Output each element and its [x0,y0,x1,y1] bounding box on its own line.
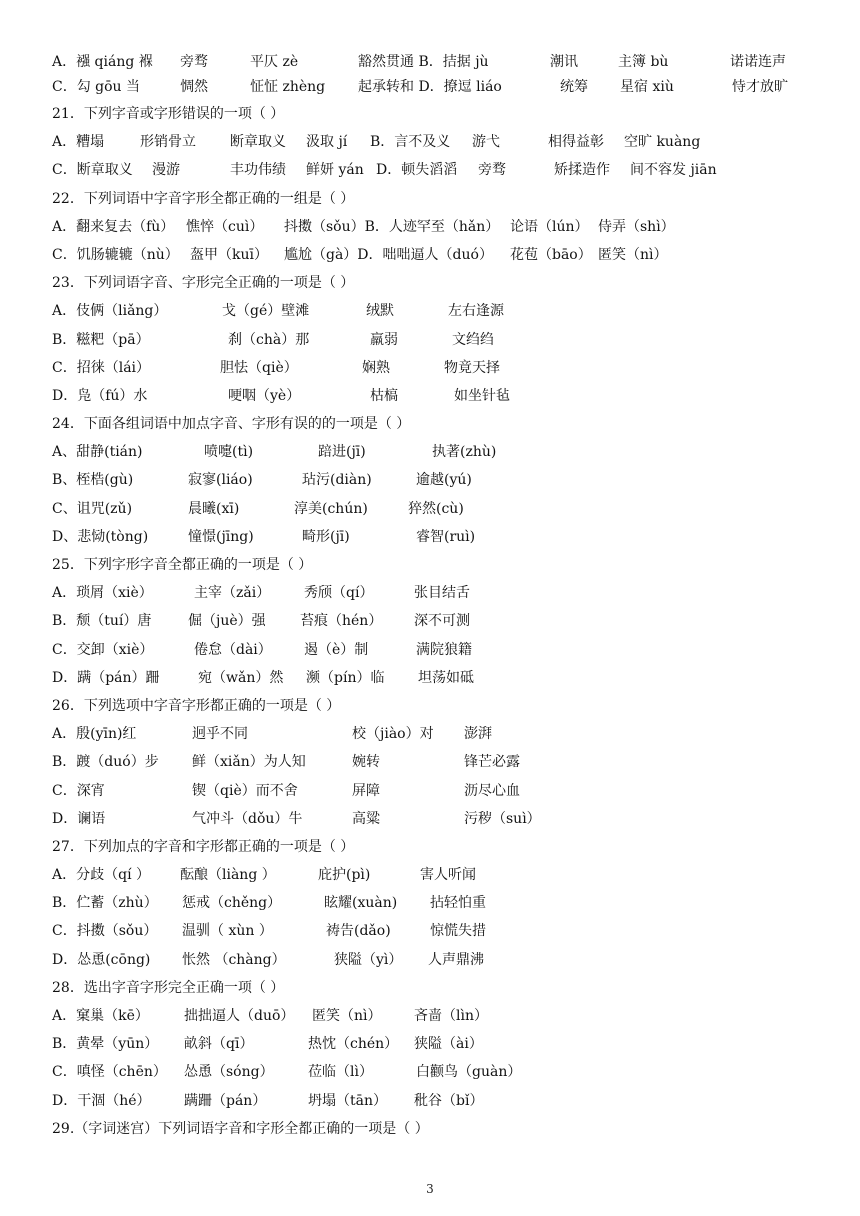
option-cell: 惩戒（chěng） [182,895,282,912]
option-cell: 迥乎不同 [192,726,248,743]
option-cell: C．抖擞（sǒu） [52,923,158,940]
option-cell: 澎湃 [464,726,492,743]
option-cell: 喷嚏(tì) [204,444,254,461]
option-cell: 高粱 [352,810,380,827]
option-cell: 害人听闻 [420,867,476,884]
question-stem: 24．下面各组词语中加点字音、字形有误的的一项是（ ） [52,416,411,433]
option-cell: 哽咽（yè） [228,387,301,404]
option-line [52,893,812,921]
option-line [52,1062,812,1090]
option-cell: 猝然(cù) [408,500,464,517]
option-cell: 酝酿（liàng ） [180,867,276,884]
option-cell: 左右逢源 [448,303,504,320]
option-line [52,611,812,639]
option-cell: 主宰（zǎi） [194,585,271,602]
option-cell: 旁骛 [478,162,506,179]
option-cell: 胆怯（qiè） [220,359,298,376]
option-cell: B．言不及义 [370,134,451,151]
option-line [52,386,812,414]
option-cell: 拙拙逼人（duō） [184,1008,295,1024]
option-cell: 文绉绉 [452,331,494,348]
option-cell: 匿笑（nì） [598,246,668,263]
option-line [52,640,812,668]
option-cell: 温驯（ xùn ） [182,923,273,940]
option-cell: 倔（juè）强 [188,613,266,630]
option-cell: 眩耀(xuàn) [324,895,398,912]
option-cell: 热忱（chén） [308,1036,399,1053]
option-cell: 屏障 [352,782,380,799]
option-cell: 侍弄（shì） [598,218,675,235]
option-line [52,442,812,470]
option-cell: 豁然贯通 B．拮据 jù [358,54,489,70]
option-cell: 游弋 [472,134,500,151]
option-cell: 莅临（lì） [308,1064,373,1081]
option-cell: 匿笑（nì） [312,1008,382,1024]
option-cell: D、悲恸(tòng) [52,528,149,545]
option-cell: A．糟塌 [52,134,105,151]
question-line [52,273,812,301]
option-line [52,1006,812,1034]
option-line [52,245,812,273]
option-cell: A、甜静(tián) [52,444,143,461]
option-cell: 物竟天择 [444,359,500,376]
option-cell: 恃才放旷 [732,79,788,95]
option-cell: C．交卸（xiè） [52,641,154,658]
option-cell: 形销骨立 [140,134,196,151]
option-cell: 锲（qiè）而不舍 [192,782,298,799]
option-cell: 畝斜（qī） [184,1036,254,1053]
option-line [52,752,812,780]
question-stem: 21．下列字音或字形错误的一项（ ） [52,106,285,122]
option-cell: 鲜妍 yán [306,162,364,179]
option-cell: 矫揉造作 [554,162,610,179]
option-cell: 气冲斗（dǒu）牛 [192,810,303,827]
question-stem: 26．下列选项中字音字形都正确的一项是（ ） [52,697,341,714]
option-cell: 相得益彰 [548,134,604,151]
option-cell: 怅然 （chàng） [182,951,286,968]
option-cell: 统筹 [560,79,588,95]
option-cell: 苔痕（hén） [300,613,383,630]
option-line [52,1091,812,1119]
option-cell: 惊慌失措 [430,923,486,940]
question-line [52,696,812,724]
option-line [52,583,812,611]
option-cell: 庇护(pì) [318,867,371,884]
option-cell: C．嗔怪（chēn） [52,1064,167,1081]
option-cell: 憔悴（cuì） [186,218,264,235]
option-cell: 主簿 bù [618,54,669,70]
question-stem: 28．选出字音字形完全正确一项（ ） [52,979,285,996]
option-cell: 绒默 [366,303,394,320]
option-cell: B．糍粑（pā） [52,331,150,348]
option-cell: 狭隘（yì） [334,951,403,968]
option-cell: A．翻来复去（fù） [52,218,175,235]
question-stem: 27．下列加点的字音和字形都正确的一项是（ ） [52,838,355,855]
question-stem: 22．下列词语中字音字形全都正确的一组是（ ） [52,190,355,207]
option-cell: 拈轻怕重 [430,895,486,912]
option-cell: 张目结舌 [414,585,470,602]
option-cell: 深不可测 [414,613,470,630]
option-cell: 旁骛 [180,54,208,70]
option-cell: C、诅咒(zǔ) [52,500,133,517]
option-cell: D．怂恿(cōng) [52,951,151,968]
option-cell: 平仄 zè [250,54,299,70]
option-cell: 玷污(diàn) [302,472,372,489]
option-cell: C．勾 gōu 当 [52,79,141,95]
option-cell: 狭隘（ài） [414,1036,483,1053]
option-line [52,358,812,386]
option-cell: B．黄晕（yūn） [52,1036,159,1053]
option-cell: 白颧鸟（guàn） [416,1064,522,1081]
option-cell: 睿智(ruì) [416,528,476,545]
question-line [52,189,812,217]
option-cell: 娴熟 [362,359,390,376]
page-number: 3 [426,1182,434,1196]
option-cell: 执著(zhù) [432,444,497,461]
option-cell: 戈（gé）壁滩 [222,303,310,320]
option-cell: 蹒跚（pán） [184,1092,267,1109]
option-cell: 满院狼籍 [416,641,472,658]
option-cell: 校（jiào）对 [352,726,434,743]
option-line [52,217,812,245]
option-cell: 坍塌（tān） [308,1092,387,1109]
option-cell: 惆然 [180,79,208,95]
option-cell: 憧憬(jīng) [188,528,254,545]
option-cell: 婉转 [352,754,380,771]
option-line [52,809,812,837]
option-line [52,781,812,809]
option-cell: 倦怠（dài） [194,641,272,658]
option-line [52,527,812,555]
question-stem: 29.（字词迷宫）下列词语字音和字形全都正确的一项是（ ） [52,1120,429,1137]
option-cell: B．颓（tuí）唐 [52,613,152,630]
option-cell: 遏（è）制 [304,641,369,658]
option-cell: 晨曦(xī) [188,500,240,517]
option-cell: 踣进(jī) [318,444,366,461]
option-cell: 羸弱 [370,331,398,348]
option-cell: 抖擞（sǒu）B．人迹罕至（hǎn） [284,218,500,235]
option-cell: 寂寥(liáo) [188,472,253,489]
option-cell: 间不容发 jiān [630,162,717,179]
option-cell: C．断章取义 [52,162,133,179]
option-cell: 秀颀（qí） [304,585,374,602]
option-line [52,950,812,978]
option-cell: B．伫蓄（zhù） [52,895,158,912]
option-cell: 怔怔 zhèng [250,79,326,95]
option-cell: 星宿 xiù [620,79,674,95]
option-cell: A．殷(yīn)红 [52,726,137,743]
option-cell: 濒（pín）临 [306,669,385,686]
option-cell: A．伎俩（liǎng） [52,303,168,320]
question-line [52,978,812,1006]
option-cell: D．蹒（pán）跚 [52,669,160,686]
question-line [52,1119,812,1147]
option-cell: 怂恿（sóng） [184,1064,274,1081]
question-line [52,414,812,442]
option-line [52,77,812,104]
option-cell: 空旷 kuàng [624,134,701,151]
option-cell: C．招徕（lái） [52,359,151,376]
document-body [52,52,812,1147]
option-cell: 盔甲（kuī） [190,246,268,263]
option-cell: A．襁 qiáng 褓 [52,54,153,70]
option-cell: 宛（wǎn）然 [198,669,284,686]
option-cell: A．琐屑（xiè） [52,585,153,602]
option-cell: 潮讯 [550,54,578,70]
option-cell: 沥尽心血 [464,782,520,799]
option-line [52,330,812,358]
option-cell: 起承转和 D．撩逗 liáo [358,79,502,95]
option-line [52,499,812,527]
option-line [52,668,812,696]
option-cell: 丰功伟绩 [230,162,286,179]
question-stem: 25．下列字形字音全都正确的一项是（ ） [52,557,313,573]
question-line [52,104,812,132]
option-cell: 锋芒必露 [464,754,520,771]
option-cell: 畸形(jī) [302,528,350,545]
option-line [52,1034,812,1062]
option-cell: B、桎梏(gù) [52,472,134,489]
option-line [52,724,812,752]
option-cell: 刹（chà）那 [228,331,310,348]
question-line [52,837,812,865]
option-cell: D．顿失滔滔 [376,162,458,179]
option-cell: D．干涸（hé） [52,1092,151,1109]
option-cell: C．饥肠辘辘（nù） [52,246,179,263]
option-cell: 断章取义 [230,134,286,151]
option-line [52,301,812,329]
option-cell: A．分歧（qí ） [52,867,150,884]
option-cell: D．谰语 [52,810,106,827]
option-line [52,160,812,188]
option-cell: 污秽（suì） [464,810,541,827]
option-cell: 诺诺连声 [730,54,786,70]
option-cell: C．深宵 [52,782,105,799]
option-cell: A．窠巢（kē） [52,1008,149,1024]
option-cell: 汲取 jí [306,134,348,151]
option-cell: 论语（lún） [510,218,589,235]
option-line [52,52,812,77]
option-cell: 祷告(dǎo) [326,923,391,940]
option-line [52,865,812,893]
option-line [52,921,812,949]
question-stem: 23．下列词语字音、字形完全正确的一项是（ ） [52,275,355,292]
option-cell: 漫游 [152,162,180,179]
option-cell: 坦荡如砥 [418,669,474,686]
option-cell: D．凫（fú）水 [52,387,148,404]
option-cell: 人声鼎沸 [428,951,484,968]
option-cell: 淳美(chún) [294,500,368,517]
option-cell: 尴尬（gà）D．咄咄逼人（duó） [284,246,493,263]
option-cell: 鲜（xiǎn）为人知 [192,754,306,771]
option-cell: 逾越(yú) [416,472,472,489]
option-line [52,132,812,160]
option-cell: B．踱（duó）步 [52,754,159,771]
option-cell: 花苞（bāo） [510,246,592,263]
question-line [52,555,812,583]
option-cell: 秕谷（bǐ） [414,1092,484,1109]
option-line [52,470,812,498]
option-cell: 枯槁 [370,387,398,404]
option-cell: 吝啬（lìn） [414,1008,488,1024]
option-cell: 如坐针毡 [454,387,510,404]
